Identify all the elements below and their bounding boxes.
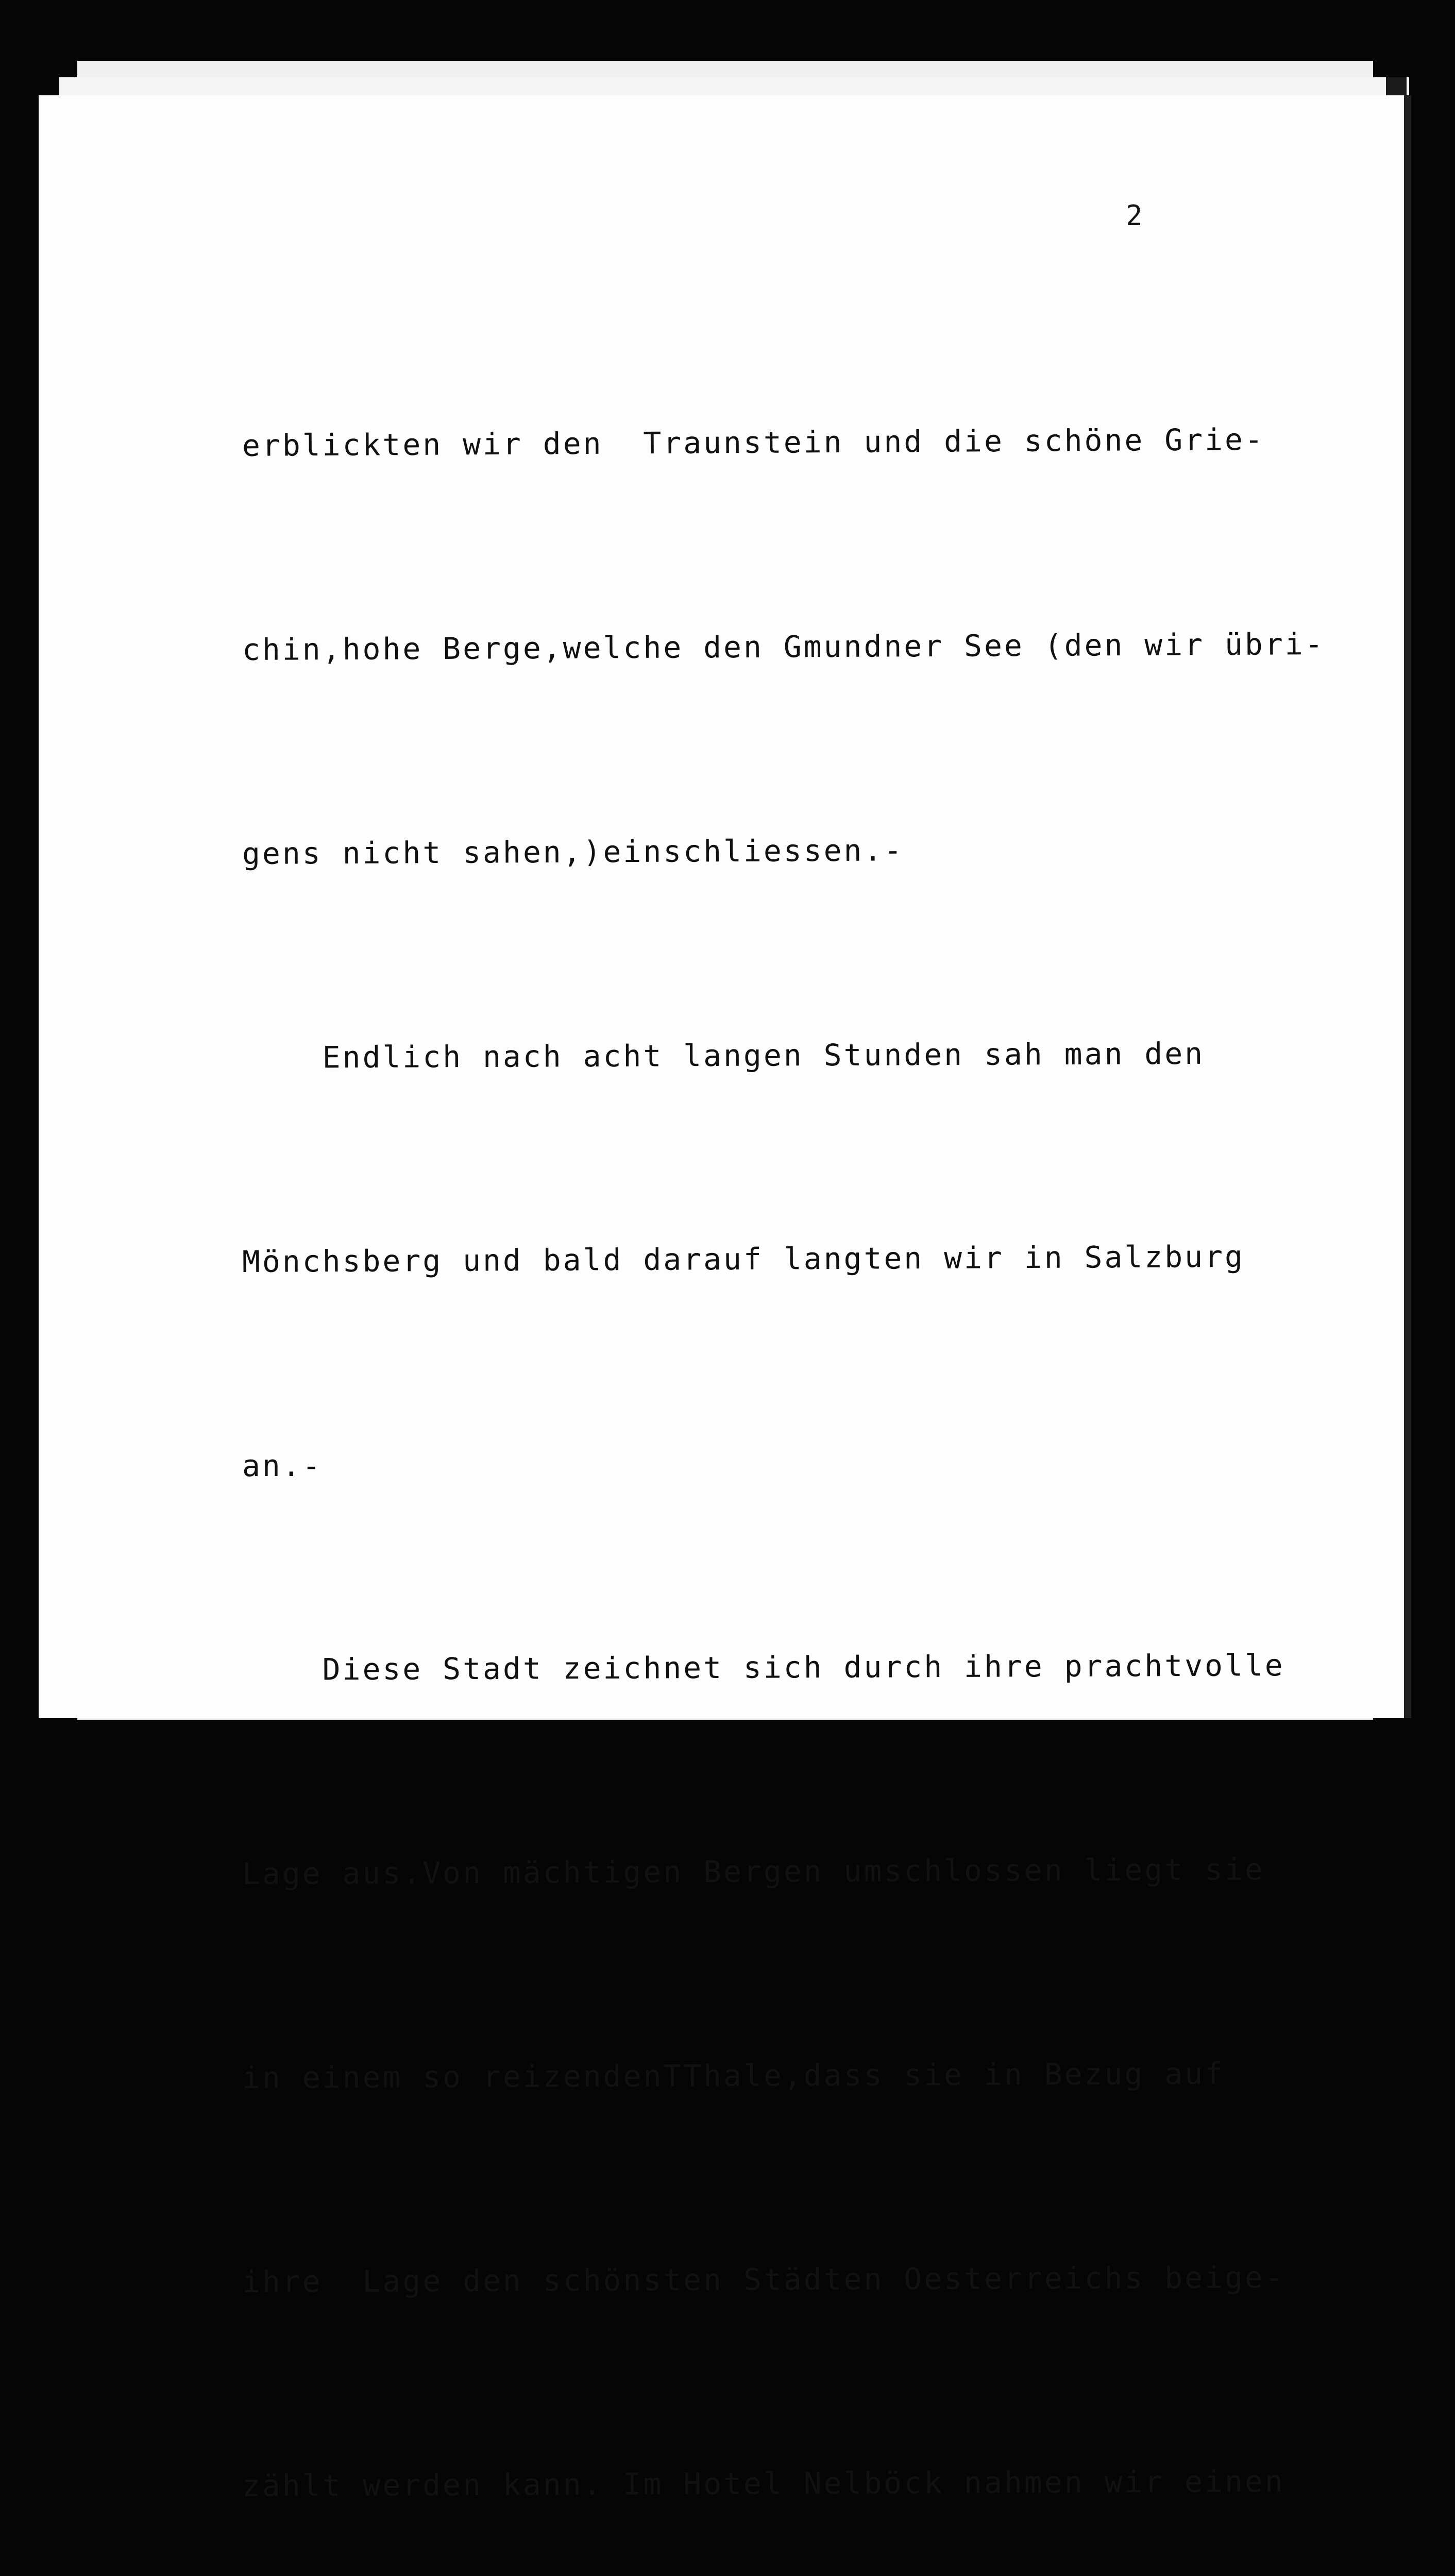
typewritten-text	[242, 276, 1396, 2576]
text-line: Endlich nach acht langen Stunden sah man den	[242, 1036, 1205, 1075]
text-line: zählt werden kann. Im Hotel Nelböck nahmen wir einen	[242, 2464, 1285, 2503]
text-line: Mönchsberg und bald darauf langten wir in Salzburg	[242, 1239, 1245, 1279]
text-line: Lage aus.Von mächtigen Bergen umschlossen liegt sie	[242, 1852, 1265, 1891]
text-line: an.-	[242, 1448, 323, 1483]
text-line: in einem so reizendenTThale,dass sie in Bezug auf	[242, 2056, 1225, 2095]
page-number: 2	[1126, 199, 1143, 232]
text-line: ihre Lage den schönsten Städten Oesterreichs beige-	[242, 2260, 1285, 2299]
text-line: chin,hohe Berge,welche den Gmundner See (den wir übri-	[242, 626, 1325, 667]
text-line: erblickten wir den Traunstein und die schöne Grie-	[242, 421, 1265, 463]
text-line: gens nicht sahen,)einschliessen.-	[242, 833, 904, 871]
text-line: Diese Stadt zeichnet sich durch ihre prachtvolle	[242, 1648, 1285, 1687]
